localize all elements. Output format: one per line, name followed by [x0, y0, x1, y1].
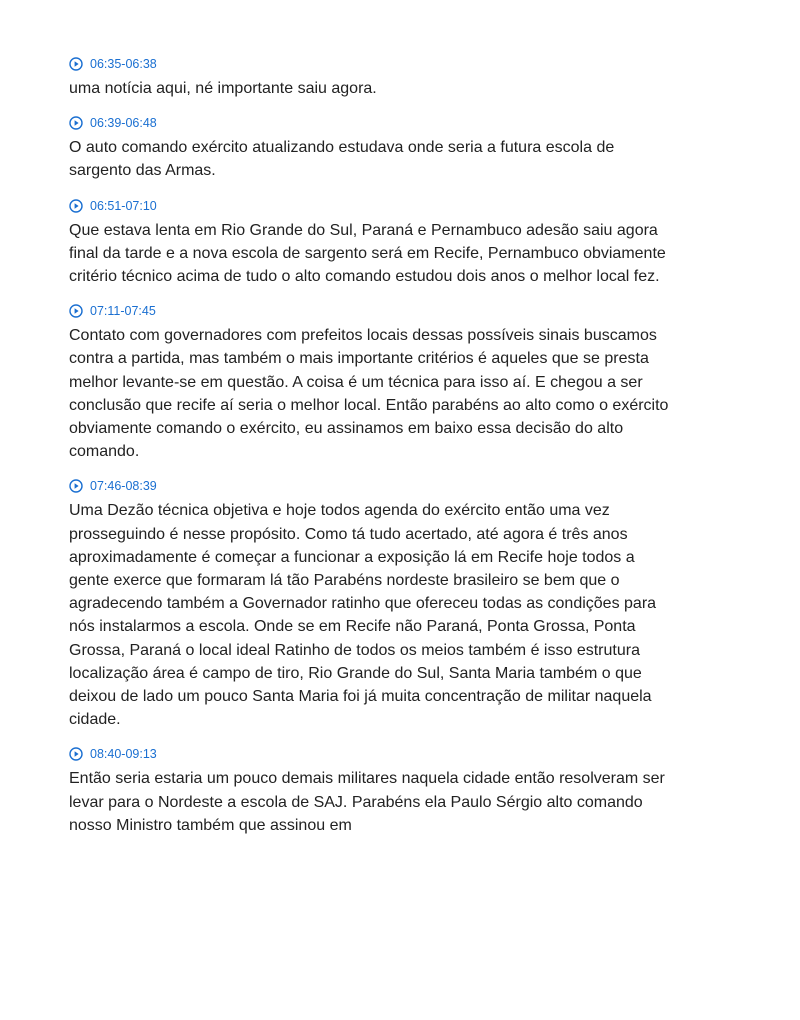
- transcript-segment: [69, 56, 669, 100]
- transcript-segment: [69, 115, 669, 182]
- play-circle-icon: [69, 116, 83, 130]
- timestamp-link[interactable]: [69, 115, 669, 131]
- transcript-segment: [69, 478, 669, 731]
- timestamp-label: 06:51-07:10: [90, 198, 157, 213]
- segment-text: Uma Dezão técnica objetiva e hoje todos agenda do exército então uma vez prosseguindo é nesse propósito. Como tá tudo acertado, até agora é três anos aproximadamente é começar a funcionar a exposição lá em Recife hoje todos a gente exerce que formaram lá tão Parabéns nordeste brasileiro se bem que o agradecendo também a Governador ratinho que ofereceu todas as condições para nós instalarmos a escola. Onde se em Recife não Paraná, Ponta Grossa, Ponta Grossa, Paraná o local ideal Ratinho de todos os meios também é isso estrutura localização área é campo de tiro, Rio Grande do Sul, Santa Maria também o que deixou de lado um pouco Santa Maria foi já muita concentração de militar naquela cidade.: [69, 502, 657, 729]
- timestamp-link[interactable]: [69, 56, 669, 72]
- play-circle-icon: [69, 304, 83, 318]
- timestamp-link[interactable]: [69, 746, 669, 762]
- timestamp-label: 08:40-09:13: [90, 747, 157, 762]
- segment-text: Contato com governadores com prefeitos locais dessas possíveis sinais buscamos contra a partida, mas também o mais importante critérios é aqueles que se presta melhor levante-se em questão. A coisa é um técnica para isso aí. E chegou a ser conclusão que recife aí seria o melhor local. Então parabéns ao alto como o exército obviamente comando o exército, eu assinamos em baixo essa decisão do alto comando.: [69, 327, 669, 461]
- timestamp-label: 07:11-07:45: [90, 304, 156, 319]
- timestamp-link[interactable]: [69, 303, 669, 319]
- timestamp-link[interactable]: [69, 198, 669, 214]
- timestamp-label: 06:35-06:38: [90, 57, 157, 71]
- play-circle-icon: [69, 479, 83, 493]
- segment-text: Então seria estaria um pouco demais militares naquela cidade então resolveram ser levar para o Nordeste a escola de SAJ. Parabéns ela Paulo Sérgio alto comando nosso Ministro também que assinou em: [69, 770, 665, 834]
- timestamp-link[interactable]: [69, 478, 669, 494]
- timestamp-label: 07:46-08:39: [90, 479, 157, 494]
- segment-text: O auto comando exército atualizando estudava onde seria a futura escola de sargento das Armas.: [69, 139, 615, 180]
- play-circle-icon: [69, 57, 83, 71]
- transcript-segment: [69, 746, 669, 837]
- play-circle-icon: [69, 199, 83, 213]
- transcript-segment: [69, 198, 669, 289]
- segment-text: Que estava lenta em Rio Grande do Sul, Paraná e Pernambuco adesão saiu agora final da tarde e a nova escola de sargento será em Recife, Pernambuco obviamente critério técnico acima de tudo o alto comando estudou dois anos o melhor local fez.: [69, 221, 666, 286]
- segment-text: uma notícia aqui, né importante saiu agora.: [69, 80, 377, 97]
- timestamp-label: 06:39-06:48: [90, 116, 157, 131]
- play-circle-icon: [69, 747, 83, 761]
- transcript-segment: [69, 303, 669, 463]
